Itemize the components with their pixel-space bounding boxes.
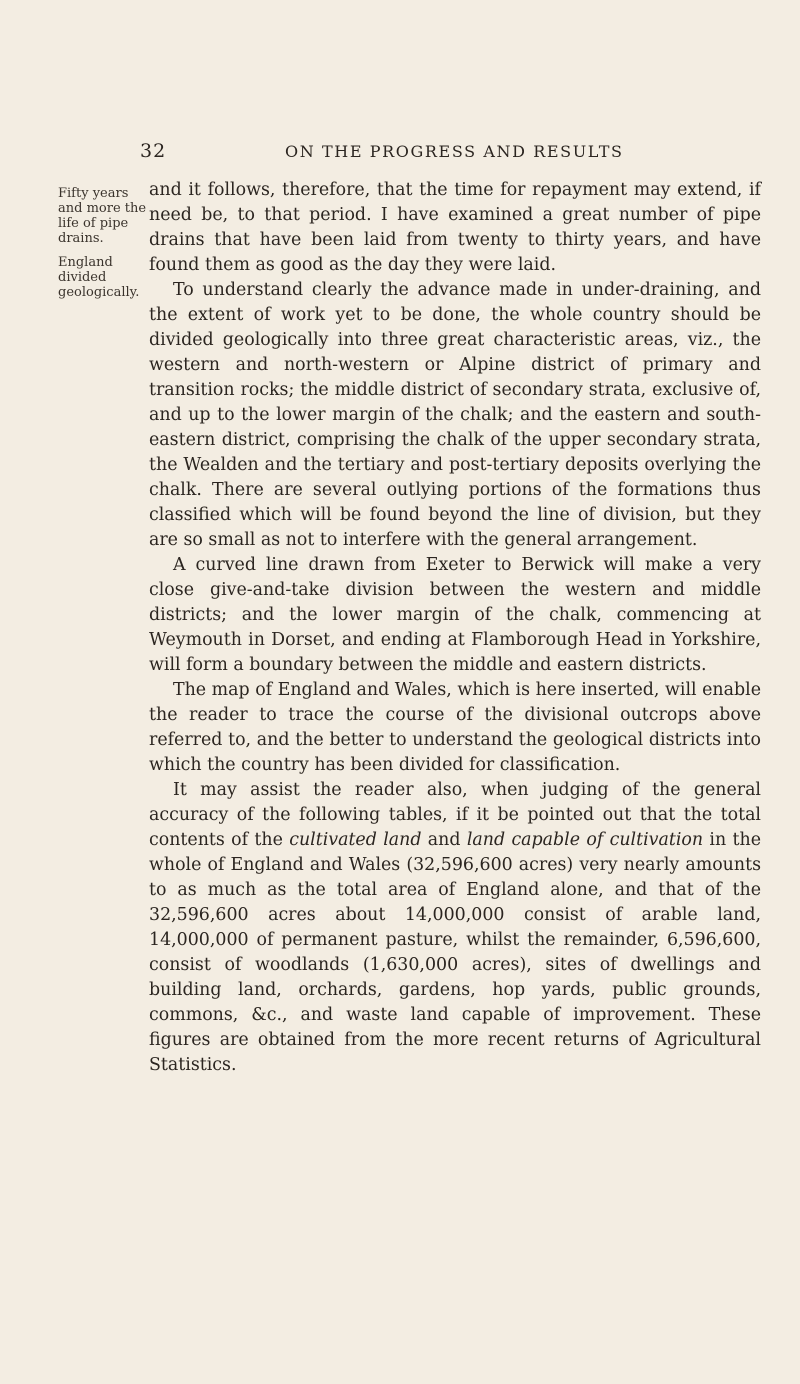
margin-note-line: England: [58, 255, 113, 270]
margin-note-line: divided: [58, 270, 107, 285]
margin-note-line: drains.: [58, 231, 104, 246]
margin-note-england-divided: [58, 255, 138, 300]
italic-land-capable: land capable of cultivation: [466, 830, 704, 850]
paragraph-3: A curved line drawn from Exeter to Berwick will make a very close give-and-take division between the western and middle districts; and the lower margin of the chalk, commencing at Weymouth in Dorset, and ending at Flamborough Head in Yorkshire, will form a boundary between the middle and eastern districts.: [149, 555, 761, 675]
margin-note-pipe-drains: [58, 186, 147, 246]
margin-note-line: Fifty years: [58, 186, 129, 201]
page-header: [0, 140, 800, 168]
margin-note-line: geologically.: [58, 285, 140, 300]
paragraph-5: [149, 778, 761, 1078]
paragraph-5-text: in the whole of England and Wales (32,596,600 acres) very nearly amounts to as much as the total area of England alone, and that of the 32,596,600 acres about 14,000,000 consist of arable land, 14,000,000 of permanent pasture, whilst the remainder, 6,596,600, consist of woodlands (1,630,000 acres), sites of dwellings and building land, orchards, gardens, hop yards, public grounds, commons, &c., and waste land capable of improvement. These figures are obtained from the more recent returns of Agricultural Statistics.: [149, 830, 761, 1075]
paragraph-5-text: It may assist the reader also, when judging of the general accuracy of the following tables, if it be pointed out that the total contents of the: [149, 780, 761, 850]
margin-note-line: and more the: [58, 201, 147, 216]
running-head: ON THE PROGRESS AND RESULTS: [285, 142, 624, 161]
paragraph-1: and it follows, therefore, that the time for repayment may extend, if need be, to that period. I have examined a great number of pipe drains that have been laid from twenty to thirty years, and have found them as good as the day they were laid.: [149, 180, 761, 275]
paragraph-5-text: and: [421, 830, 467, 850]
page-number: 32: [140, 140, 167, 162]
margin-note-line: life of pipe: [58, 216, 129, 231]
paragraph-2: To understand clearly the advance made in under-draining, and the extent of work yet to be done, the whole country should be divided geologically into three great characteristic areas, viz., the western and north-western or Alpine district of primary and transition rocks; the middle district of secondary strata, exclusive of, and up to the lower margin of the chalk; and the eastern and south-eastern district, comprising the chalk of the upper secondary strata, the Wealden and the tertiary and post-tertiary deposits overlying the chalk. There are several outlying portions of the formations thus classified which will be found beyond the line of division, but they are so small as not to interfere with the general arrangement.: [149, 280, 761, 550]
italic-cultivated-land: cultivated land: [289, 830, 422, 850]
paragraph-4: The map of England and Wales, which is here inserted, will enable the reader to trace the course of the divisional outcrops above referred to, and the better to understand the geological districts into which the country has been divided for classification.: [149, 680, 761, 775]
body-text: [149, 178, 761, 1078]
